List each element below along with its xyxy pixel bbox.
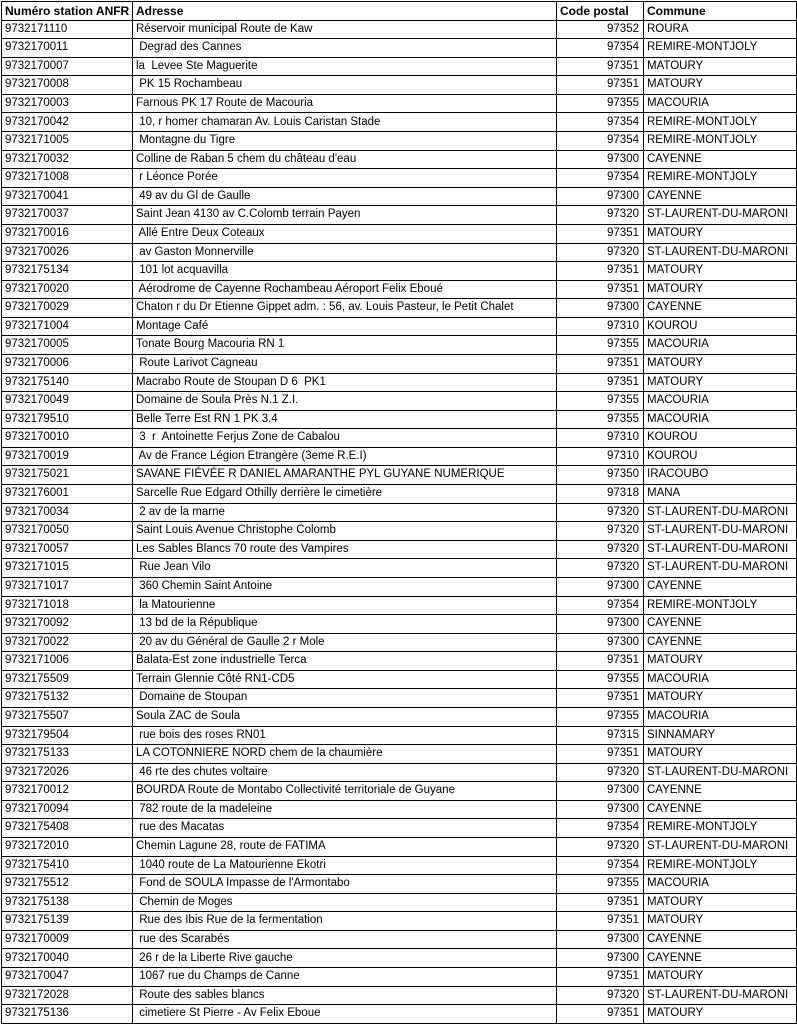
address-cell: Route des sables blancs — [133, 986, 557, 1005]
address-cell: 1040 route de La Matourienne Ekotri — [133, 856, 557, 875]
table-row — [2, 39, 797, 58]
address-cell: Chemin Lagune 28, route de FATIMA — [133, 838, 557, 857]
postal-code-cell: 97355 — [557, 875, 644, 894]
commune-cell: KOUROU — [644, 447, 797, 466]
postal-code-cell: 97354 — [557, 819, 644, 838]
commune-cell: MATOURY — [644, 262, 797, 281]
anfr-stations-table — [1, 1, 797, 1024]
station-number-cell: 9732170042 — [2, 113, 133, 132]
table-row — [2, 20, 797, 39]
postal-code-cell: 97354 — [557, 856, 644, 875]
address-cell: Chaton r du Dr Etienne Gippet adm. : 56, av. Louis Pasteur, le Petit Chalet — [133, 299, 557, 318]
table-row — [2, 707, 797, 726]
address-cell: BOURDA Route de Montabo Collectivité territoriale de Guyane — [133, 782, 557, 801]
address-cell: Soula ZAC de Soula — [133, 707, 557, 726]
address-cell: 20 av du Général de Gaulle 2 r Mole — [133, 633, 557, 652]
address-cell: Degrad des Cannes — [133, 39, 557, 58]
address-cell: Domaine de Stoupan — [133, 689, 557, 708]
commune-cell: MACOURIA — [644, 707, 797, 726]
table-row — [2, 782, 797, 801]
address-cell: Fond de SOULA Impasse de l'Armontabo — [133, 875, 557, 894]
table-row — [2, 522, 797, 541]
postal-code-cell: 97351 — [557, 893, 644, 912]
address-cell: Terrain Glennie Côté RN1-CD5 — [133, 670, 557, 689]
commune-cell: MATOURY — [644, 57, 797, 76]
table-row — [2, 94, 797, 113]
station-number-cell: 9732175139 — [2, 912, 133, 931]
column-header-station-number: Numéro station ANFR — [2, 2, 133, 21]
station-number-cell: 9732172010 — [2, 838, 133, 857]
address-cell: Route Larivot Cagneau — [133, 354, 557, 373]
postal-code-cell: 97351 — [557, 745, 644, 764]
commune-cell: ST-LAURENT-DU-MARONI — [644, 986, 797, 1005]
postal-code-cell: 97300 — [557, 800, 644, 819]
commune-cell: MACOURIA — [644, 94, 797, 113]
address-cell: PK 15 Rochambeau — [133, 76, 557, 95]
station-number-cell: 9732170012 — [2, 782, 133, 801]
address-cell: Allé Entre Deux Coteaux — [133, 224, 557, 243]
station-number-cell: 9732179504 — [2, 726, 133, 745]
address-cell: Réservoir municipal Route de Kaw — [133, 20, 557, 39]
address-cell: 101 lot acquavilla — [133, 262, 557, 281]
commune-cell: ST-LAURENT-DU-MARONI — [644, 763, 797, 782]
commune-cell: CAYENNE — [644, 800, 797, 819]
commune-cell: MATOURY — [644, 1005, 797, 1024]
address-cell: Belle Terre Est RN 1 PK 3.4 — [133, 410, 557, 429]
address-cell: Rue des Ibis Rue de la fermentation — [133, 912, 557, 931]
table-row — [2, 299, 797, 318]
table-row — [2, 689, 797, 708]
station-number-cell: 9732170008 — [2, 76, 133, 95]
station-number-cell: 9732170009 — [2, 930, 133, 949]
table-row — [2, 540, 797, 559]
station-number-cell: 9732171015 — [2, 559, 133, 578]
table-row — [2, 949, 797, 968]
address-cell: 1067 rue du Champs de Canne — [133, 968, 557, 987]
station-number-cell: 9732170094 — [2, 800, 133, 819]
commune-cell: ST-LAURENT-DU-MARONI — [644, 503, 797, 522]
table-row — [2, 206, 797, 225]
address-cell: rue des Scarabés — [133, 930, 557, 949]
commune-cell: ST-LAURENT-DU-MARONI — [644, 838, 797, 857]
commune-cell: ST-LAURENT-DU-MARONI — [644, 522, 797, 541]
station-number-cell: 9732170026 — [2, 243, 133, 262]
postal-code-cell: 97355 — [557, 670, 644, 689]
station-number-cell: 9732175509 — [2, 670, 133, 689]
station-number-cell: 9732175408 — [2, 819, 133, 838]
postal-code-cell: 97310 — [557, 447, 644, 466]
table-row — [2, 187, 797, 206]
address-cell: Macrabo Route de Stoupan D 6 PK1 — [133, 373, 557, 392]
station-number-cell: 9732175140 — [2, 373, 133, 392]
postal-code-cell: 97355 — [557, 707, 644, 726]
table-row — [2, 354, 797, 373]
postal-code-cell: 97310 — [557, 429, 644, 448]
postal-code-cell: 97351 — [557, 373, 644, 392]
table-row — [2, 893, 797, 912]
commune-cell: ROURA — [644, 20, 797, 39]
address-cell: 360 Chemin Saint Antoine — [133, 577, 557, 596]
address-cell: Balata-Est zone industrielle Terca — [133, 652, 557, 671]
table-row — [2, 856, 797, 875]
table-row — [2, 224, 797, 243]
postal-code-cell: 97320 — [557, 206, 644, 225]
commune-cell: CAYENNE — [644, 949, 797, 968]
table-row — [2, 652, 797, 671]
postal-code-cell: 97354 — [557, 169, 644, 188]
commune-cell: MATOURY — [644, 354, 797, 373]
address-cell: r Léonce Porée — [133, 169, 557, 188]
address-cell: 2 av de la marne — [133, 503, 557, 522]
station-number-cell: 9732170032 — [2, 150, 133, 169]
commune-cell: CAYENNE — [644, 633, 797, 652]
postal-code-cell: 97320 — [557, 838, 644, 857]
commune-cell: REMIRE-MONTJOLY — [644, 132, 797, 151]
postal-code-cell: 97320 — [557, 559, 644, 578]
commune-cell: MATOURY — [644, 652, 797, 671]
postal-code-cell: 97315 — [557, 726, 644, 745]
postal-code-cell: 97351 — [557, 968, 644, 987]
commune-cell: KOUROU — [644, 429, 797, 448]
postal-code-cell: 97351 — [557, 354, 644, 373]
postal-code-cell: 97300 — [557, 782, 644, 801]
address-cell: rue bois des roses RN01 — [133, 726, 557, 745]
station-number-cell: 9732170092 — [2, 615, 133, 634]
table-row — [2, 132, 797, 151]
postal-code-cell: 97351 — [557, 912, 644, 931]
postal-code-cell: 97351 — [557, 1005, 644, 1024]
commune-cell: CAYENNE — [644, 299, 797, 318]
station-number-cell: 9732175021 — [2, 466, 133, 485]
table-row — [2, 503, 797, 522]
station-number-cell: 9732170057 — [2, 540, 133, 559]
commune-cell: CAYENNE — [644, 577, 797, 596]
table-row — [2, 596, 797, 615]
postal-code-cell: 97310 — [557, 317, 644, 336]
column-header-postal-code: Code postal — [557, 2, 644, 21]
commune-cell: REMIRE-MONTJOLY — [644, 113, 797, 132]
postal-code-cell: 97354 — [557, 596, 644, 615]
table-row — [2, 317, 797, 336]
station-number-cell: 9732170047 — [2, 968, 133, 987]
station-number-cell: 9732176001 — [2, 485, 133, 504]
address-cell: 13 bd de la République — [133, 615, 557, 634]
commune-cell: MATOURY — [644, 280, 797, 299]
postal-code-cell: 97318 — [557, 485, 644, 504]
station-number-cell: 9732170034 — [2, 503, 133, 522]
address-cell: 3 r Antoinette Ferjus Zone de Cabalou — [133, 429, 557, 448]
address-cell: Farnous PK 17 Route de Macouria — [133, 94, 557, 113]
commune-cell: MACOURIA — [644, 336, 797, 355]
station-number-cell: 9732170007 — [2, 57, 133, 76]
commune-cell: MACOURIA — [644, 875, 797, 894]
table-row — [2, 243, 797, 262]
station-number-cell: 9732179510 — [2, 410, 133, 429]
address-cell: la Matourienne — [133, 596, 557, 615]
postal-code-cell: 97351 — [557, 689, 644, 708]
commune-cell: MATOURY — [644, 893, 797, 912]
commune-cell: REMIRE-MONTJOLY — [644, 856, 797, 875]
table-row — [2, 912, 797, 931]
station-number-cell: 9732170019 — [2, 447, 133, 466]
commune-cell: MACOURIA — [644, 670, 797, 689]
postal-code-cell: 97351 — [557, 224, 644, 243]
commune-cell: CAYENNE — [644, 187, 797, 206]
table-row — [2, 875, 797, 894]
commune-cell: MATOURY — [644, 76, 797, 95]
commune-cell: CAYENNE — [644, 150, 797, 169]
station-number-cell: 9732175507 — [2, 707, 133, 726]
station-number-cell: 9732171006 — [2, 652, 133, 671]
station-number-cell: 9732171005 — [2, 132, 133, 151]
commune-cell: MATOURY — [644, 224, 797, 243]
station-number-cell: 9732170011 — [2, 39, 133, 58]
column-header-commune: Commune — [644, 2, 797, 21]
table-row — [2, 280, 797, 299]
address-cell: 782 route de la madeleine — [133, 800, 557, 819]
station-number-cell: 9732170037 — [2, 206, 133, 225]
table-row — [2, 113, 797, 132]
station-number-cell: 9732170010 — [2, 429, 133, 448]
table-row — [2, 670, 797, 689]
postal-code-cell: 97355 — [557, 410, 644, 429]
station-number-cell: 9732171110 — [2, 20, 133, 39]
table-row — [2, 745, 797, 764]
commune-cell: CAYENNE — [644, 615, 797, 634]
address-cell: Montagne du Tigre — [133, 132, 557, 151]
postal-code-cell: 97300 — [557, 299, 644, 318]
station-number-cell: 9732170020 — [2, 280, 133, 299]
address-cell: Saint Jean 4130 av C.Colomb terrain Payen — [133, 206, 557, 225]
table-row — [2, 633, 797, 652]
commune-cell: REMIRE-MONTJOLY — [644, 819, 797, 838]
table-row — [2, 577, 797, 596]
commune-cell: MACOURIA — [644, 392, 797, 411]
table-row — [2, 150, 797, 169]
postal-code-cell: 97320 — [557, 503, 644, 522]
postal-code-cell: 97320 — [557, 986, 644, 1005]
station-number-cell: 9732170040 — [2, 949, 133, 968]
postal-code-cell: 97351 — [557, 652, 644, 671]
table-row — [2, 262, 797, 281]
postal-code-cell: 97300 — [557, 633, 644, 652]
station-number-cell: 9732170005 — [2, 336, 133, 355]
station-number-cell: 9732171008 — [2, 169, 133, 188]
postal-code-cell: 97354 — [557, 132, 644, 151]
station-number-cell: 9732170029 — [2, 299, 133, 318]
address-cell: Av de France Légion Etrangère (3eme R.E.I) — [133, 447, 557, 466]
table-row — [2, 819, 797, 838]
station-number-cell: 9732175132 — [2, 689, 133, 708]
address-cell: SAVANE FIÉVÉE R DANIEL AMARANTHE PYL GUYANE NUMERIQUE — [133, 466, 557, 485]
table-row — [2, 986, 797, 1005]
table-body — [2, 20, 797, 1023]
commune-cell: IRACOUBO — [644, 466, 797, 485]
address-cell: av Gaston Monnerville — [133, 243, 557, 262]
station-number-cell: 9732171017 — [2, 577, 133, 596]
postal-code-cell: 97300 — [557, 930, 644, 949]
address-cell: rue des Macatas — [133, 819, 557, 838]
commune-cell: REMIRE-MONTJOLY — [644, 596, 797, 615]
station-number-cell: 9732170022 — [2, 633, 133, 652]
table-row — [2, 559, 797, 578]
table-row — [2, 968, 797, 987]
postal-code-cell: 97354 — [557, 39, 644, 58]
station-number-cell: 9732170050 — [2, 522, 133, 541]
postal-code-cell: 97352 — [557, 20, 644, 39]
station-number-cell: 9732175133 — [2, 745, 133, 764]
commune-cell: MATOURY — [644, 912, 797, 931]
postal-code-cell: 97300 — [557, 150, 644, 169]
commune-cell: MATOURY — [644, 968, 797, 987]
commune-cell: REMIRE-MONTJOLY — [644, 169, 797, 188]
header-row — [2, 2, 797, 21]
commune-cell: ST-LAURENT-DU-MARONI — [644, 540, 797, 559]
table-row — [2, 930, 797, 949]
table-row — [2, 410, 797, 429]
address-cell: Chemin de Moges — [133, 893, 557, 912]
commune-cell: SINNAMARY — [644, 726, 797, 745]
table-row — [2, 76, 797, 95]
table-row — [2, 615, 797, 634]
commune-cell: ST-LAURENT-DU-MARONI — [644, 206, 797, 225]
postal-code-cell: 97320 — [557, 763, 644, 782]
postal-code-cell: 97351 — [557, 262, 644, 281]
commune-cell: REMIRE-MONTJOLY — [644, 39, 797, 58]
postal-code-cell: 97320 — [557, 540, 644, 559]
station-number-cell: 9732170006 — [2, 354, 133, 373]
postal-code-cell: 97351 — [557, 57, 644, 76]
address-cell: cimetiere St Pierre - Av Felix Eboue — [133, 1005, 557, 1024]
commune-cell: MATOURY — [644, 689, 797, 708]
address-cell: Tonate Bourg Macouria RN 1 — [133, 336, 557, 355]
postal-code-cell: 97355 — [557, 392, 644, 411]
station-number-cell: 9732170041 — [2, 187, 133, 206]
address-cell: la Levee Ste Maguerite — [133, 57, 557, 76]
table-row — [2, 392, 797, 411]
table-row — [2, 57, 797, 76]
address-cell: Aérodrome de Cayenne Rochambeau Aéroport Felix Eboué — [133, 280, 557, 299]
address-cell: Saint Louis Avenue Christophe Colomb — [133, 522, 557, 541]
address-cell: 26 r de la Liberte Rive gauche — [133, 949, 557, 968]
postal-code-cell: 97351 — [557, 76, 644, 95]
table-row — [2, 466, 797, 485]
postal-code-cell: 97320 — [557, 522, 644, 541]
commune-cell: ST-LAURENT-DU-MARONI — [644, 559, 797, 578]
station-number-cell: 9732172028 — [2, 986, 133, 1005]
postal-code-cell: 97350 — [557, 466, 644, 485]
table-row — [2, 447, 797, 466]
table-row — [2, 485, 797, 504]
station-number-cell: 9732170003 — [2, 94, 133, 113]
table-row — [2, 800, 797, 819]
address-cell: Colline de Raban 5 chem du château d'eau — [133, 150, 557, 169]
address-cell: 49 av du Gl de Gaulle — [133, 187, 557, 206]
table-row — [2, 373, 797, 392]
station-number-cell: 9732175512 — [2, 875, 133, 894]
table-row — [2, 1005, 797, 1024]
postal-code-cell: 97351 — [557, 280, 644, 299]
station-number-cell: 9732171018 — [2, 596, 133, 615]
address-cell: Les Sables Blancs 70 route des Vampires — [133, 540, 557, 559]
table-row — [2, 726, 797, 745]
postal-code-cell: 97300 — [557, 577, 644, 596]
table-row — [2, 169, 797, 188]
station-number-cell: 9732175134 — [2, 262, 133, 281]
postal-code-cell: 97300 — [557, 615, 644, 634]
commune-cell: CAYENNE — [644, 930, 797, 949]
postal-code-cell: 97355 — [557, 94, 644, 113]
column-header-address: Adresse — [133, 2, 557, 21]
address-cell: Domaine de Soula Près N.1 Z.I. — [133, 392, 557, 411]
address-cell: LA COTONNIERE NORD chem de la chaumière — [133, 745, 557, 764]
station-number-cell: 9732175136 — [2, 1005, 133, 1024]
postal-code-cell: 97354 — [557, 113, 644, 132]
address-cell: Montage Café — [133, 317, 557, 336]
station-number-cell: 9732171004 — [2, 317, 133, 336]
postal-code-cell: 97300 — [557, 949, 644, 968]
commune-cell: KOUROU — [644, 317, 797, 336]
station-number-cell: 9732170016 — [2, 224, 133, 243]
address-cell: 10, r homer chamaran Av. Louis Caristan Stade — [133, 113, 557, 132]
table-row — [2, 429, 797, 448]
postal-code-cell: 97320 — [557, 243, 644, 262]
table-row — [2, 838, 797, 857]
postal-code-cell: 97355 — [557, 336, 644, 355]
commune-cell: MATOURY — [644, 373, 797, 392]
station-number-cell: 9732170049 — [2, 392, 133, 411]
table-row — [2, 763, 797, 782]
commune-cell: CAYENNE — [644, 782, 797, 801]
commune-cell: ST-LAURENT-DU-MARONI — [644, 243, 797, 262]
address-cell: 46 rte des chutes voltaire — [133, 763, 557, 782]
station-number-cell: 9732172026 — [2, 763, 133, 782]
postal-code-cell: 97300 — [557, 187, 644, 206]
table-row — [2, 336, 797, 355]
address-cell: Rue Jean Vilo — [133, 559, 557, 578]
commune-cell: MACOURIA — [644, 410, 797, 429]
station-number-cell: 9732175410 — [2, 856, 133, 875]
commune-cell: MANA — [644, 485, 797, 504]
address-cell: Sarcelle Rue Edgard Othilly derrière le cimetière — [133, 485, 557, 504]
commune-cell: MATOURY — [644, 745, 797, 764]
station-number-cell: 9732175138 — [2, 893, 133, 912]
